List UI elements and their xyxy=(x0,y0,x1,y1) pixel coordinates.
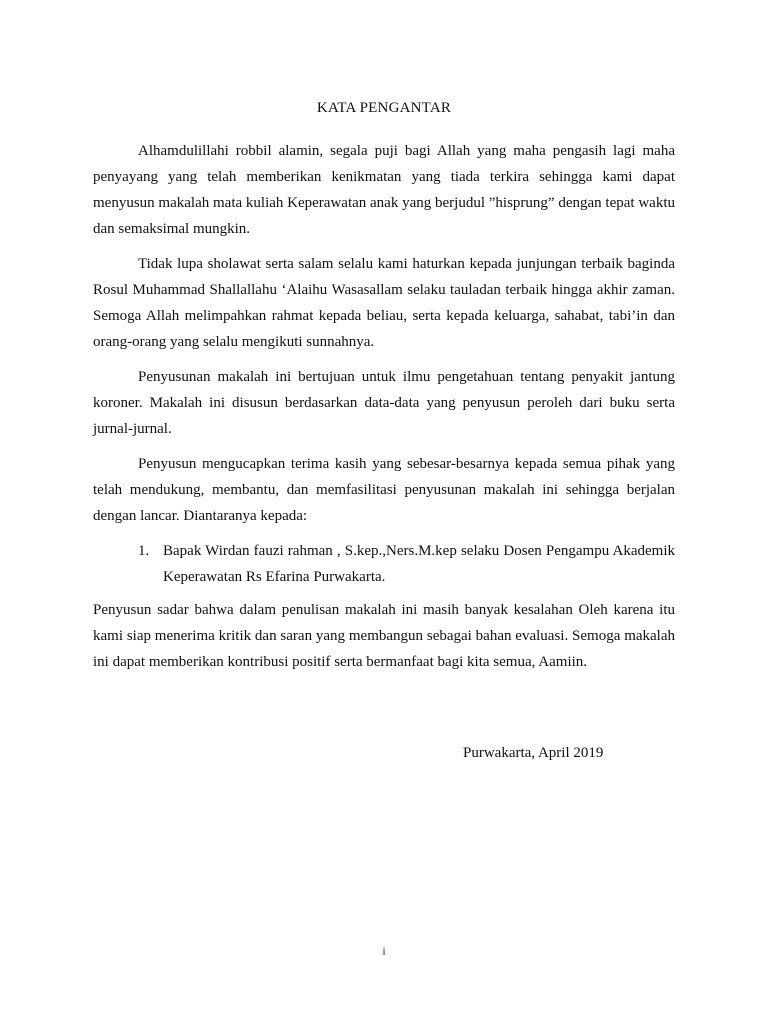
list-item-text: Bapak Wirdan fauzi rahman , S.kep.,Ners.M.kep selaku Dosen Pengampu Akademik Keperawatan Rs Efarina Purwakarta. xyxy=(163,543,675,585)
paragraph-sholawat: Tidak lupa sholawat serta salam selalu kami haturkan kepada junjungan terbaik baginda Rosul Muhammad Shallallahu ‘Alaihu Wasasallam selaku tauladan terbaik hingga akhir zaman. Semoga Allah melimpahkan rahmat kepada beliau, serta kepada keluarga, sahabat, tabi’in dan orang-orang yang selalu mengikuti sunnahnya. xyxy=(93,256,675,350)
signoff-place-date: Purwakarta, April 2019 xyxy=(463,745,604,761)
thanks-list xyxy=(93,538,675,590)
paragraph-purpose: Penyusunan makalah ini bertujuan untuk ilmu pengetahuan tentang penyakit jantung koroner. Makalah ini disusun berdasarkan data-data yang penyusun peroleh dari buku serta jurnal-jurnal. xyxy=(93,369,675,437)
paragraph-closing: Penyusun sadar bahwa dalam penulisan makalah ini masih banyak kesalahan Oleh karena itu kami siap menerima kritik dan saran yang membangun sebagai bahan evaluasi. Semoga makalah ini dapat memberikan kontribusi positif serta bermanfaat bagi kita semua, Aamiin. xyxy=(93,602,675,670)
list-item xyxy=(93,538,675,590)
page-number: i xyxy=(382,947,386,958)
page-title: KATA PENGANTAR xyxy=(316,100,452,116)
paragraph-opening: Alhamdulillahi robbil alamin, segala puji bagi Allah yang maha pengasih lagi maha penyayang yang telah memberikan kenikmatan yang tiada terkira sehingga kami dapat menyusun makalah mata kuliah Keperawatan anak yang berjudul ”hisprung” dengan tepat waktu dan semaksimal mungkin. xyxy=(93,143,675,237)
list-item-number: 1. xyxy=(138,543,150,559)
paragraph-thanks: Penyusun mengucapkan terima kasih yang sebesar-besarnya kepada semua pihak yang telah mendukung, membantu, dan memfasilitasi penyusunan makalah ini sehingga berjalan dengan lancar. Diantaranya kepada: xyxy=(93,456,675,524)
